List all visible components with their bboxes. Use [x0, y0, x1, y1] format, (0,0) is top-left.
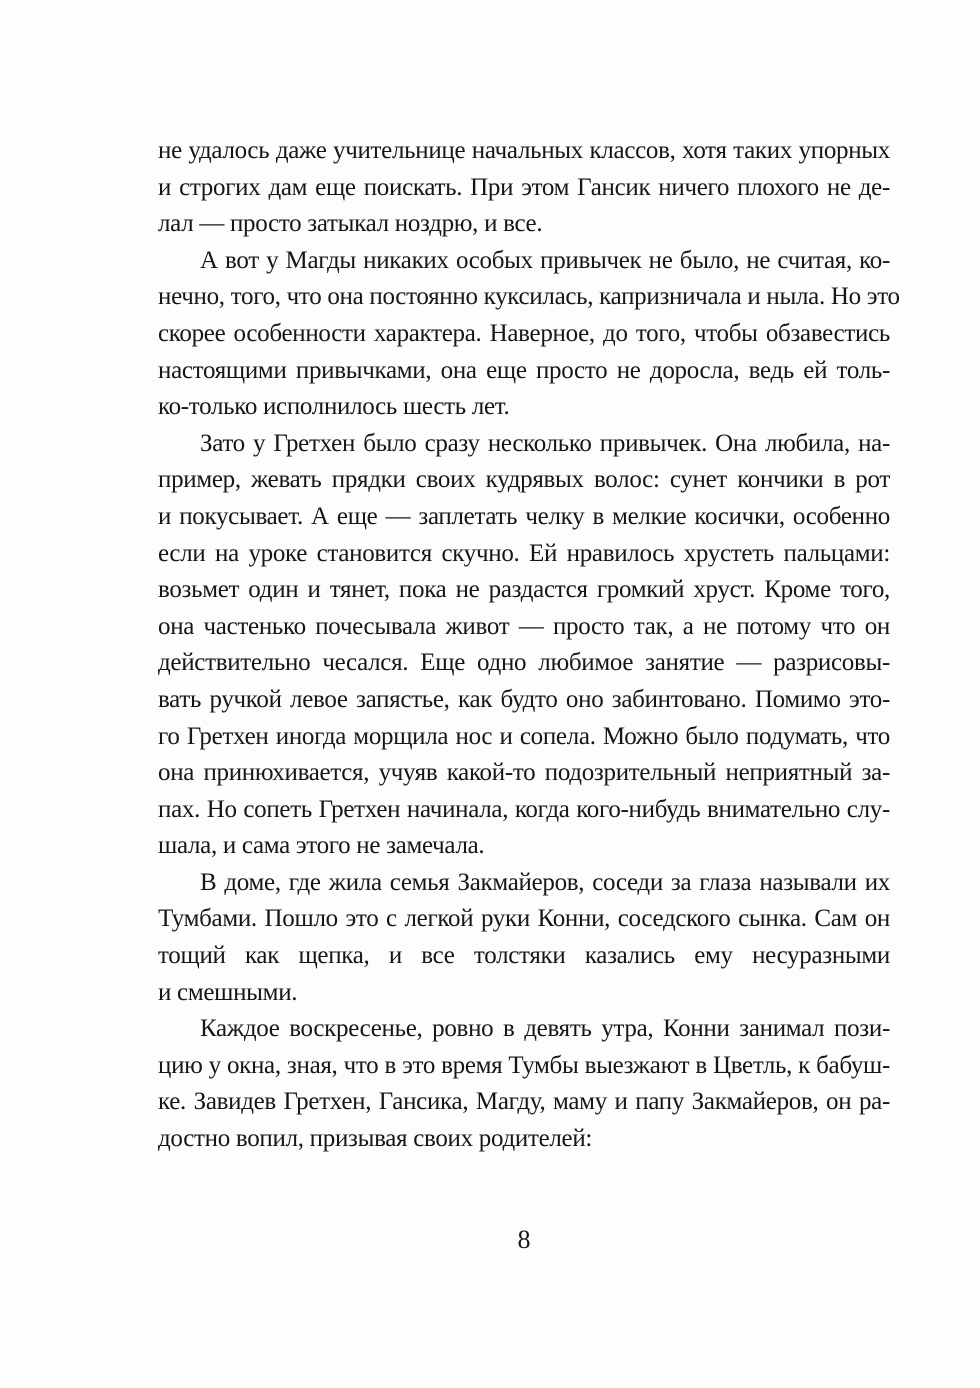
paragraph [158, 426, 890, 865]
text-line: возьмет один и тянет, пока не раздастся громкий хруст. Кроме того, [158, 576, 890, 604]
text-line: не удалось даже учительнице начальных классов, хотя таких упорных [158, 137, 890, 164]
text-line: лал — просто затыкал ноздрю, и все. [158, 210, 543, 238]
text-line: Зато у Гретхен было сразу несколько привычек. Она любила, на- [200, 429, 890, 457]
paragraph [158, 865, 890, 1011]
text-line: ке. Завидев Гретхен, Гансика, Магду, маму и папу Закмайеров, он ра- [158, 1088, 890, 1116]
page-number: 8 [517, 1225, 531, 1254]
text-line: если на уроке становится скучно. Ей нравилось хрустеть пальцами: [158, 539, 890, 567]
text-line: она принюхивается, учуяв какой-то подозрительный неприятный за- [158, 759, 890, 787]
paragraph [158, 133, 890, 243]
text-line: пример, жевать прядки своих кудрявых волос: сунет кончики в рот [158, 466, 890, 494]
text-line: Каждое воскресенье, ровно в девять утра, Конни занимал пози- [200, 1015, 890, 1043]
text-line: действительно чесался. Еще одно любимое занятие — разрисовы- [158, 649, 890, 677]
text-block [158, 133, 900, 1158]
text-line: пах. Но сопеть Гретхен начинала, когда кого-нибудь внимательно слу- [158, 795, 890, 823]
text-line: ко-только исполнилось шесть лет. [158, 393, 510, 421]
text-line: и строгих дам еще поискать. При этом Гансик ничего плохого не де- [158, 173, 890, 201]
text-line: и покусывает. А еще — заплетать челку в мелкие косички, особенно [158, 502, 890, 530]
text-line: тощий как щепка, и все толстяки казались ему несуразными [158, 942, 890, 970]
text-line: цию у окна, зная, что в это время Тумбы выезжают в Цветль, к бабуш- [158, 1051, 890, 1079]
text-line: Тумбами. Пошло это с легкой руки Конни, соседского сынка. Сам он [158, 905, 890, 933]
text-line: достно вопил, призывая своих родителей: [158, 1125, 593, 1153]
paragraph [158, 1011, 890, 1157]
text-line: скорее особенности характера. Наверное, до того, чтобы обзавестись [158, 319, 890, 347]
text-line: нечно, того, что она постоянно куксилась, капризничала и ныла. Но это [158, 283, 900, 311]
text-line: вать ручкой левое запястье, как будто оно забинтовано. Помимо это- [158, 685, 890, 713]
text-line: настоящими привычками, она еще просто не доросла, ведь ей толь- [158, 356, 890, 384]
text-line: шала, и сама этого не замечала. [158, 832, 485, 860]
text-line: она частенько почесывала живот — просто так, а не потому что он [158, 612, 890, 640]
text-line: В доме, где жила семья Закмайеров, соседи за глаза называли их [200, 868, 890, 896]
text-line: А вот у Магды никаких особых привычек не было, не считая, ко- [200, 246, 890, 274]
text-line: и смешными. [158, 978, 298, 1006]
text-line: го Гретхен иногда морщила нос и сопела. Можно было подумать, что [158, 722, 890, 750]
paragraph [158, 243, 900, 426]
